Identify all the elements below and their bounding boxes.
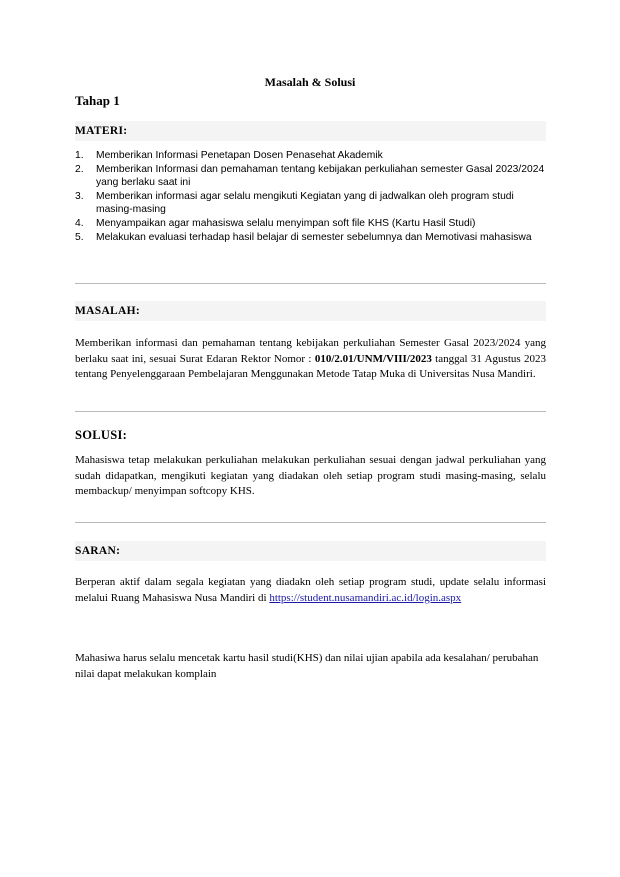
materi-item: 4. Menyampaikan agar mahasiswa selalu menyimpan soft file KHS (Kartu Hasil Studi) xyxy=(75,218,476,230)
saran-heading: SARAN: xyxy=(75,541,546,561)
student-portal-link[interactable]: https://student.nusamandiri.ac.id/login.aspx xyxy=(269,591,462,604)
materi-heading: MATERI: xyxy=(75,121,546,141)
masalah-paragraph: Memberikan informasi dan pemahaman tentang kebijakan perkuliahan Semester Gasal 2023/2024 yang berlaku saat ini, sesuai Surat Edaran Rektor Nomor : 010/2.01/UNM/VIII/2023 tanggal 31 Agustus 2023 tentang Penyelenggaraan Pembelajaran Menggunakan Metode Tatap Muka di Universitas Nusa Mandiri. xyxy=(75,337,546,380)
materi-item: 2. Memberikan Informasi dan pemahaman tentang kebijakan perkuliahan semester Gasal 2023/2024 yang berlaku saat ini xyxy=(75,164,545,188)
divider xyxy=(75,522,546,523)
page-title: Masalah & Solusi xyxy=(264,75,356,89)
solusi-heading: SOLUSI: xyxy=(75,428,128,442)
stage-heading: Tahap 1 xyxy=(75,93,120,108)
materi-item: 1. Memberikan Informasi Penetapan Dosen Penasehat Akademik xyxy=(75,150,383,161)
divider xyxy=(75,411,546,412)
divider xyxy=(75,283,546,284)
saran-paragraph-1: Berperan aktif dalam segala kegiatan yang diadakn oleh setiap program studi, update selalu informasi melalui Ruang Mahasiswa Nusa Mandiri di https://student.nusamandiri.ac.id/login.aspx xyxy=(75,576,546,604)
solusi-paragraph: Mahasiswa tetap melakukan perkuliahan melakukan perkuliahan sesuai dengan jadwal perkuliahan yang sudah didapatkan, mengikuti kegiatan yang diadakan oleh setiap program studi masing-masing, selalu membackup/ menyimpan softcopy KHS. xyxy=(75,454,546,497)
saran-paragraph-2: Mahasiwa harus selalu mencetak kartu hasil studi(KHS) dan nilai ujian apabila ada kesalahan/ perubahan nilai dapat melakukan komplain xyxy=(75,652,539,680)
materi-item: 5. Melakukan evaluasi terhadap hasil belajar di semester sebelumnya dan Memotivasi mahasiswa xyxy=(75,232,532,244)
letter-number: 010/2.01/UNM/VIII/2023 xyxy=(314,352,432,365)
masalah-heading: MASALAH: xyxy=(75,301,546,321)
materi-item: 3. Memberikan informasi agar selalu mengikuti Kegiatan yang di jadwalkan oleh program studi masing-masing xyxy=(75,191,514,215)
materi-list xyxy=(75,150,546,247)
